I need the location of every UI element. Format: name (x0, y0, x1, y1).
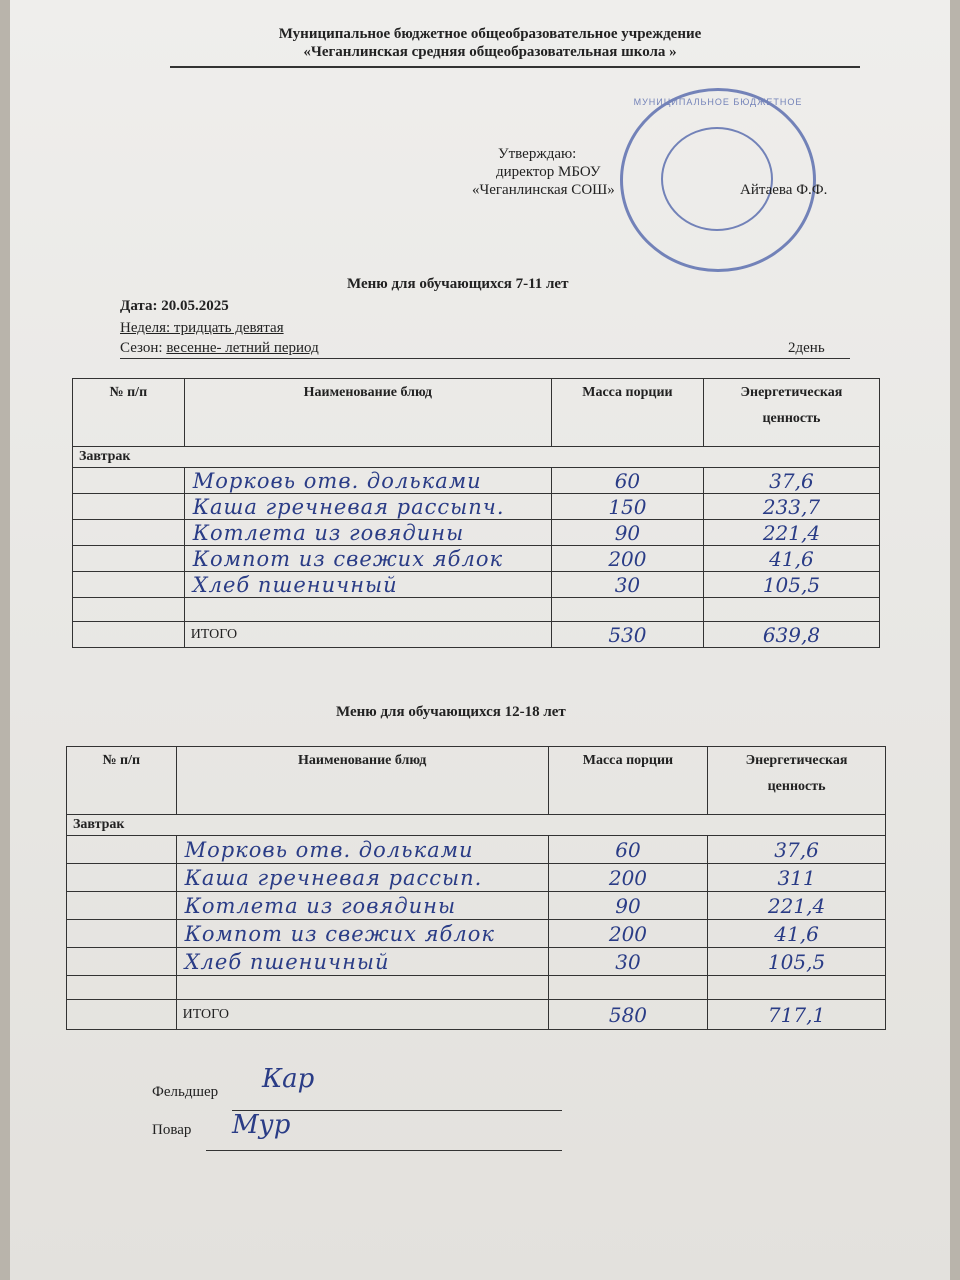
menu-season: Сезон: весенне- летний период (120, 340, 319, 356)
table-row-empty (73, 598, 880, 622)
dish-energy: 311 (708, 864, 886, 892)
total-energy: 639,8 (703, 622, 879, 648)
official-stamp: МУНИЦИПАЛЬНОЕ БЮДЖЕТНОЕ (620, 88, 816, 272)
dish-mass: 200 (548, 920, 707, 948)
dish-name: Хлеб пшеничный (176, 948, 548, 976)
menu2-title: Меню для обучающихся 12-18 лет (336, 704, 566, 720)
table-row (67, 864, 886, 892)
medic-label: Фельдшер (152, 1084, 219, 1100)
col-mass: Масса порции (548, 747, 707, 815)
dish-name: Хлеб пшеничный (184, 572, 551, 598)
total-label: ИТОГО (176, 1000, 548, 1030)
dish-name: Каша гречневая рассып. (176, 864, 548, 892)
approval-director-name: Айтаева Ф.Ф. (740, 182, 828, 198)
table-row (73, 468, 880, 494)
section-breakfast: Завтрак (73, 447, 880, 468)
table-row (73, 520, 880, 546)
col-mass: Масса порции (551, 379, 703, 447)
approval-position: директор МБОУ (496, 164, 601, 180)
table-row (73, 546, 880, 572)
table-row (67, 920, 886, 948)
menu1-title: Меню для обучающихся 7-11 лет (347, 276, 569, 292)
table-row (73, 572, 880, 598)
header-divider (170, 66, 860, 68)
cook-sign-line (206, 1150, 562, 1151)
section-breakfast: Завтрак (67, 815, 886, 836)
col-energy: Энергетическая ценность (708, 747, 886, 815)
menu-day: 2день (788, 340, 825, 356)
col-dish: Наименование блюд (176, 747, 548, 815)
col-energy: Энергетическая ценность (703, 379, 879, 447)
total-mass: 580 (548, 1000, 707, 1030)
total-row (67, 1000, 886, 1030)
dish-energy: 41,6 (703, 546, 879, 572)
cook-label: Повар (152, 1122, 192, 1138)
dish-mass: 150 (551, 494, 703, 520)
dish-energy: 105,5 (703, 572, 879, 598)
dish-mass: 200 (548, 864, 707, 892)
dish-name: Морковь отв. дольками (184, 468, 551, 494)
document-page (10, 0, 950, 1280)
col-number: № п/п (73, 379, 185, 447)
school-header-line2: «Чеганлинская средняя общеобразовательная школа » (303, 44, 677, 60)
total-energy: 717,1 (708, 1000, 886, 1030)
dish-mass: 90 (548, 892, 707, 920)
table-row (73, 494, 880, 520)
dish-name: Котлета из говядины (184, 520, 551, 546)
table-row-empty (67, 976, 886, 1000)
dish-mass: 90 (551, 520, 703, 546)
dish-mass: 200 (551, 546, 703, 572)
approval-school: «Чеганлинская СОШ» (472, 182, 615, 198)
dish-name: Каша гречневая рассыпч. (184, 494, 551, 520)
dish-energy: 37,6 (703, 468, 879, 494)
medic-signature: Кар (262, 1064, 315, 1094)
table-row (67, 836, 886, 864)
menu1-table (72, 378, 880, 648)
menu-week: Неделя: тридцать девятая (120, 320, 284, 336)
menu2-table (66, 746, 886, 1030)
dish-name: Морковь отв. дольками (176, 836, 548, 864)
total-label: ИТОГО (184, 622, 551, 648)
col-dish: Наименование блюд (184, 379, 551, 447)
dish-name: Компот из свежих яблок (184, 546, 551, 572)
total-mass: 530 (551, 622, 703, 648)
season-underline (120, 358, 850, 359)
table-row (67, 948, 886, 976)
dish-name: Компот из свежих яблок (176, 920, 548, 948)
approval-label: Утверждаю: (498, 146, 577, 162)
table-row (67, 892, 886, 920)
cook-signature: Мур (232, 1110, 291, 1140)
dish-energy: 37,6 (708, 836, 886, 864)
dish-energy: 221,4 (708, 892, 886, 920)
school-header-line1: Муниципальное бюджетное общеобразовательное учреждение (278, 26, 702, 42)
dish-energy: 221,4 (703, 520, 879, 546)
dish-name: Котлета из говядины (176, 892, 548, 920)
dish-mass: 60 (551, 468, 703, 494)
col-number: № п/п (67, 747, 177, 815)
dish-energy: 233,7 (703, 494, 879, 520)
dish-mass: 30 (551, 572, 703, 598)
menu-date: Дата: 20.05.2025 (120, 298, 229, 314)
dish-mass: 30 (548, 948, 707, 976)
dish-energy: 41,6 (708, 920, 886, 948)
total-row (73, 622, 880, 648)
dish-mass: 60 (548, 836, 707, 864)
dish-energy: 105,5 (708, 948, 886, 976)
